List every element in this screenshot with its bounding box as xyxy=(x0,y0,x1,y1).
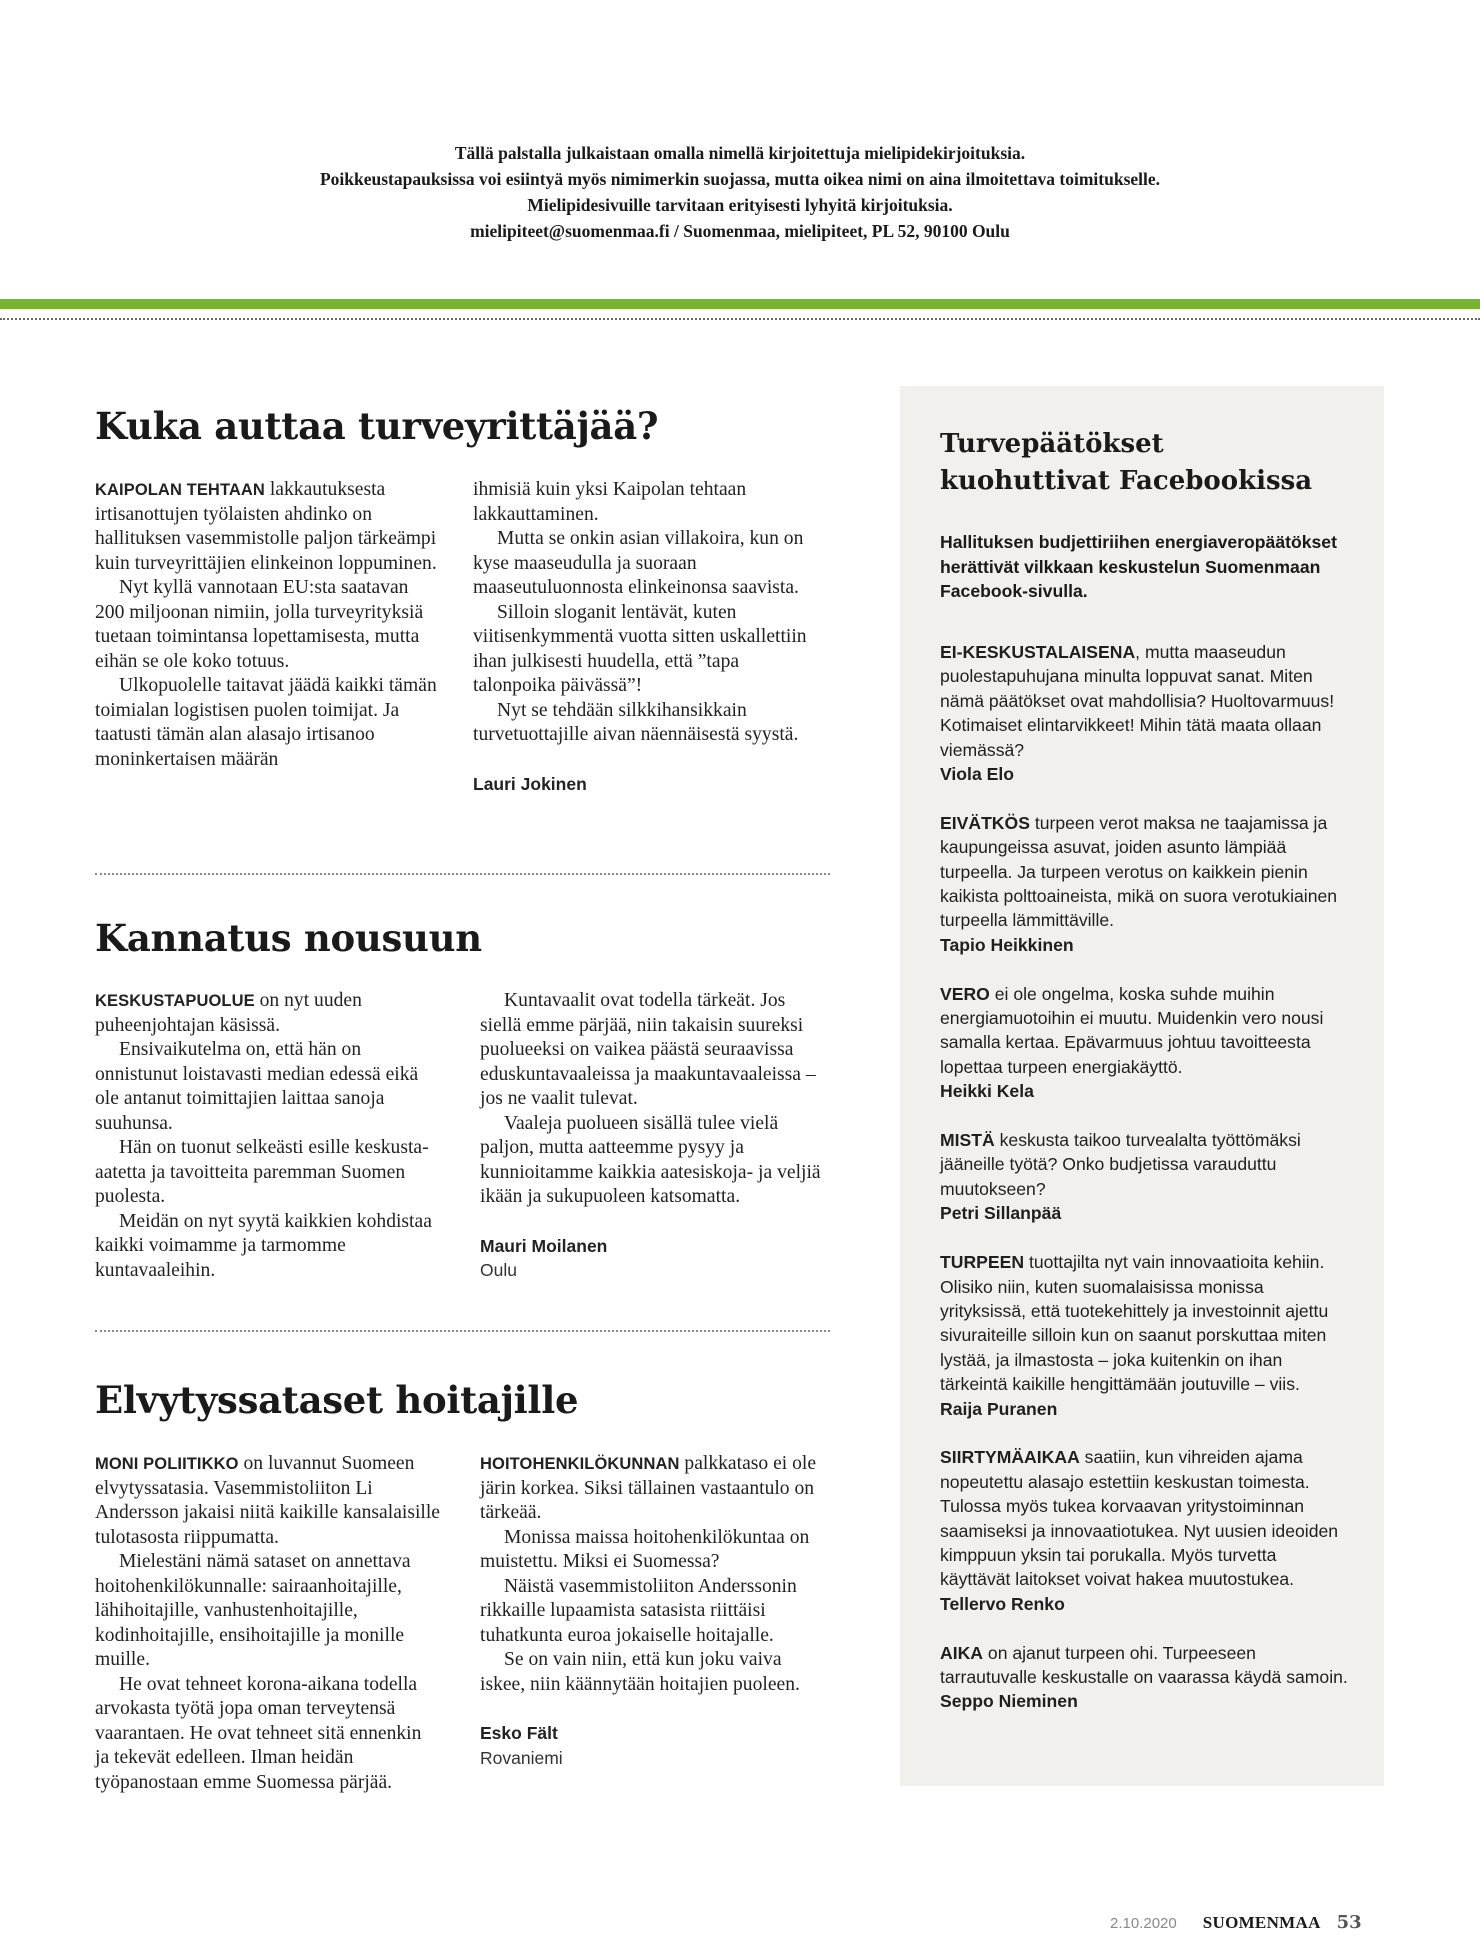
article-3-author-place: Rovaniemi xyxy=(480,1747,563,1768)
comment-item: VERO ei ole ongelma, koska suhde muihin energiamuotoihin ei muutu. Muidenkin vero nousi samalla kertaa. Epävarmuus johtuu tavoitteesta lopettaa turpeen energiakäyttö. Heikki Kela xyxy=(940,982,1350,1104)
article-1-para-2: Nyt kyllä vannotaan EU:sta saatavan 200 miljoonan nimiin, jolla turveyrityksiä tuetaan toimintansa lopettamisesta, mutta eihän se ole koko totuus. xyxy=(95,577,424,672)
article-1-right-column xyxy=(473,478,818,796)
page-footer xyxy=(1110,1912,1362,1933)
article-3-para-7: Se on vain niin, että kun joku vaiva iskee, niin käännytään hoitajien puoleen. xyxy=(480,1649,800,1695)
article-1-para-6: Silloin sloganit lentävät, kuten viitisenkymmentä vuotta sitten uskallettiin ihan julkisesti huudella, että ”tapa talonpoika päivässä”! xyxy=(473,601,807,696)
sidebar-comment-list xyxy=(940,640,1350,1738)
comment-author: Viola Elo xyxy=(940,764,1014,785)
comment-author: Tellervo Renko xyxy=(940,1593,1065,1614)
article-3-right-column xyxy=(480,1452,825,1770)
article-3-para-3: He ovat tehneet korona-aikana todella arvokasta työtä jopa oman terveytensä vaarantaen. He ovat tehneet sitä ennenkin ja tekevät edelleen. Ilman heidän työpanostaan emme Suomessa pärjää. xyxy=(95,1673,422,1793)
article-2-para-3: Hän on tuonut selkeästi esille keskusta-aatetta ja tavoitteita paremman Suomen puolesta. xyxy=(95,1137,429,1207)
article-3-lead: MONI POLIITIKKO xyxy=(95,1455,239,1473)
comment-item: AIKA on ajanut turpeen ohi. Turpeeseen tarrautuvalle keskustalle on vaarassa käydä samoin. Seppo Nieminen xyxy=(940,1641,1350,1714)
comment-item: TURPEEN tuottajilta nyt vain innovaatioita kehiin. Olisiko niin, kuten suomalaisissa monissa yrityksissä, että tuotekehittely ja investoinnit ajettu sivuraiteille silloin kun on saanut porskuttaa miten lystää, ja ilmastosta – joka kuitenkin on ihan tärkeintä kaikille hengittämään joutuville – viis. Raija Puranen xyxy=(940,1250,1350,1421)
comment-author: Heikki Kela xyxy=(940,1081,1034,1102)
comment-author: Raija Puranen xyxy=(940,1398,1058,1419)
article-2-title: Kannatus nousuun xyxy=(95,916,482,960)
comment-author: Tapio Heikkinen xyxy=(940,934,1074,955)
article-3-author: Esko Fält xyxy=(480,1723,558,1743)
article-3-para-1: MONI POLIITIKKO on luvannut Suomeen elvytyssatasia. Vasemmistoliiton Li Andersson jakaisi niitä kaikille kansalaisille tulotasosta riippumatta. xyxy=(95,1453,440,1548)
article-1-para-1: KAIPOLAN TEHTAAN lakkautuksesta irtisanottujen työlaisten ahdinko on hallituksen vasemmistolle paljon tärkeämpi kuin turveyrittäjien elinkeinon loppuminen. xyxy=(95,479,437,574)
column-intro-notice xyxy=(0,140,1480,244)
article-2-lead: KESKUSTAPUOLUE xyxy=(95,992,255,1010)
article-3-para-6: Näistä vasemmistoliiton Anderssonin rikkaille lupaamista satasista riittäisi tuhatkunta euroa jokaiselle hoitajalle. xyxy=(480,1575,797,1646)
page-number: 53 xyxy=(1336,1912,1362,1933)
sidebar-intro: Hallituksen budjettiriihen energiaveropäätökset herättivät vilkkaan keskustelun Suomenmaan Facebook-sivulla. xyxy=(940,532,1337,601)
comment-item: MISTÄ keskusta taikoo turvealalta työttömäksi jääneille työtä? Onko budjetissa varauduttu muutokseen? Petri Sillanpää xyxy=(940,1128,1350,1226)
facebook-comments-sidebar xyxy=(900,386,1384,1786)
article-2-left-column xyxy=(95,989,440,1283)
article-2-para-2: Ensivaikutelma on, että hän on onnistunut loistavasti median edessä eikä ole antanut toimittajien laittaa sanoja suuhunsa. xyxy=(95,1039,419,1134)
article-3-para-5: Monissa maissa hoitohenkilökuntaa on muistettu. Miksi ei Suomessa? xyxy=(480,1526,810,1572)
article-2-para-6: Vaaleja puolueen sisällä tulee vielä paljon, mutta aatteemme pysyy ja kunnioitamme kaikkia aatesiskoja- ja veljiä ikään ja sukupuoleen katsomatta. xyxy=(480,1112,821,1207)
article-3-left-column xyxy=(95,1452,440,1795)
comment-item: SIIRTYMÄAIKAA saatiin, kun vihreiden ajama nopeutettu alasajo estettiin keskustan toimesta. Tulossa myös tukea korvaavan yritystoiminnan saamiseksi ja innovaatiotukea. Nyt uusien ideoiden kimppuun yksin tai porukalla. Myös turvetta käyttävät laitokset voivat hakea muutostukea. Tellervo Renko xyxy=(940,1445,1350,1616)
article-2-para-1: KESKUSTAPUOLUE on nyt uuden puheenjohtajan käsissä. xyxy=(95,990,362,1036)
article-3-para-2: Mielestäni nämä sataset on annettava hoitohenkilökunnalle: sairaanhoitajille, lähihoitajille, vanhustenhoitajille, kodinhoitajille, ensihoitajille ja monille muille. xyxy=(95,1551,411,1670)
article-1-para-4: ihmisiä kuin yksi Kaipolan tehtaan lakkauttaminen. xyxy=(473,479,747,525)
green-divider-bar xyxy=(0,299,1480,309)
article-1-para-3: Ulkopuolelle taitavat jäädä kaikki tämän toimialan logistisen puolen toimijat. Ja taatusti tämän alan alasajo irtisanoo moninkertaisen määrän xyxy=(95,675,437,770)
article-3-para-4: HOITOHENKILÖKUNNAN palkkataso ei ole järin korkea. Siksi tällainen vastaantulo on tärkeää. xyxy=(480,1453,817,1523)
article-1-para-5: Mutta se onkin asian villakoira, kun on kyse maaseudulla ja suoraan maaseutuluonnosta elinkeinonsa saavista. xyxy=(473,528,804,598)
dotted-divider xyxy=(95,873,830,875)
comment-author: Petri Sillanpää xyxy=(940,1203,1062,1224)
comment-item: EIVÄTKÖS turpeen verot maksa ne taajamissa ja kaupungeissa asuvat, joiden asunto lämpiää turpeella. Ja turpeen verotus on kaikkein pienin kaikista polttoaineista, mikä on suora verotukiainen turpeella lämmittäville. Tapio Heikkinen xyxy=(940,811,1350,957)
article-2-author-place: Oulu xyxy=(480,1260,517,1280)
comment-item: EI-KESKUSTALAISENA, mutta maaseudun puolestapuhujana minulta loppuvat sanat. Miten nämä päätökset ovat mahdollisia? Huoltovarmuus! Kotimaiset elintarvikkeet! Mihin tätä maata ollaan viemässä? Viola Elo xyxy=(940,640,1350,786)
article-2-para-4: Meidän on nyt syytä kaikkien kohdistaa kaikki voimamme ja tarmomme kuntavaaleihin. xyxy=(95,1210,432,1281)
article-1-left-column xyxy=(95,478,440,772)
intro-line: Tällä palstalla julkaistaan omalla nimellä kirjoitettuja mielipidekirjoituksia. xyxy=(454,143,1026,163)
publication-name: SUOMENMAA xyxy=(1202,1913,1321,1932)
article-3-right-lead: HOITOHENKILÖKUNNAN xyxy=(480,1455,680,1473)
intro-line: Mielipidesivuille tarvitaan erityisesti lyhyitä kirjoituksia. xyxy=(527,195,953,215)
article-1-title: Kuka auttaa turveyrittäjää? xyxy=(95,404,659,448)
article-1-lead: KAIPOLAN TEHTAAN xyxy=(95,481,265,499)
intro-line: Poikkeustapauksissa voi esiintyä myös nimimerkin suojassa, mutta oikea nimi on aina ilmoitettava toimitukselle. xyxy=(319,169,1161,189)
sidebar-title: Turvepäätökset kuohuttivat Facebookissa xyxy=(940,429,1313,496)
intro-contact-line: mielipiteet@suomenmaa.fi / Suomenmaa, mielipiteet, PL 52, 90100 Oulu xyxy=(470,221,1010,241)
article-3-title: Elvytyssataset hoitajille xyxy=(95,1378,579,1422)
article-2-para-5: Kuntavaalit ovat todella tärkeät. Jos siellä emme pärjää, niin takaisin suureksi puolueeksi on vaikea päästä seuraavissa eduskuntavaaleissa ja maakuntavaaleissa – jos ne vaalit tulevat. xyxy=(480,990,816,1109)
article-2-author: Mauri Moilanen xyxy=(480,1235,608,1256)
dotted-divider xyxy=(0,318,1480,320)
article-2-right-column xyxy=(480,989,825,1283)
issue-date: 2.10.2020 xyxy=(1110,1915,1177,1932)
article-1-author: Lauri Jokinen xyxy=(473,773,587,794)
article-1-para-7: Nyt se tehdään silkkihansikkain turvetuottajille aivan näennäisestä syystä. xyxy=(473,699,799,745)
comment-author: Seppo Nieminen xyxy=(940,1691,1078,1712)
dotted-divider xyxy=(95,1330,830,1332)
